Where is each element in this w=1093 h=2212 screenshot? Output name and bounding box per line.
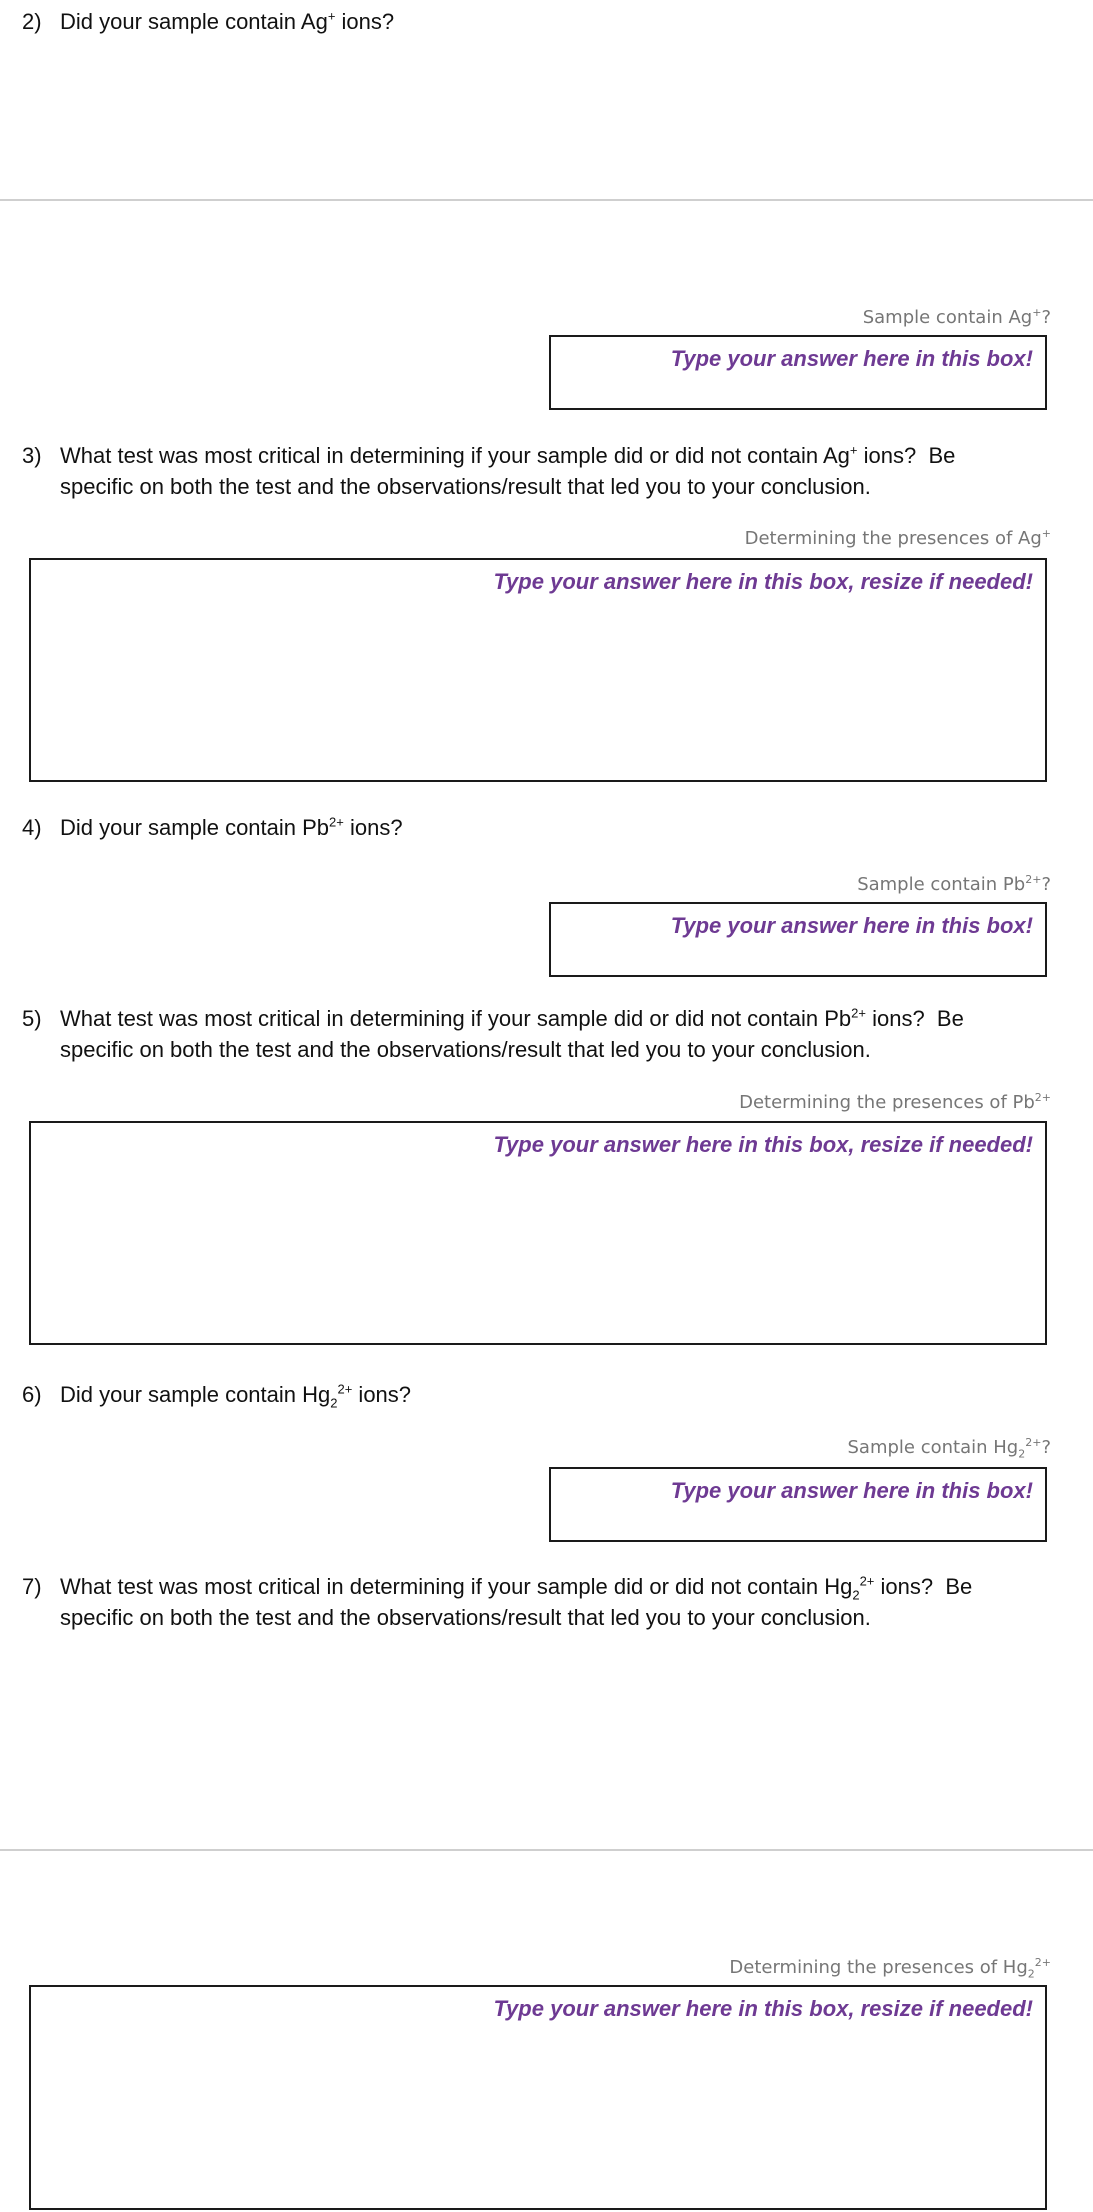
question-2 xyxy=(22,6,1042,37)
answer-placeholder: Type your answer here in this box! xyxy=(670,913,1033,938)
question-text: What test was most critical in determining if your sample did or did not contain Ag+ ions? Be specific on both the test and the observations/result that led you to your conclusion. xyxy=(60,442,956,499)
answer-caption: Sample contain $Pb^{2+}$? xyxy=(857,873,1051,895)
answer-box-hg-test[interactable] xyxy=(29,1985,1047,2210)
page-separator xyxy=(0,199,1093,201)
answer-caption: Sample contain Ag+? xyxy=(862,306,1051,328)
answer-placeholder: Type your answer here in this box, resize if needed! xyxy=(493,1996,1033,2021)
page-separator xyxy=(0,1849,1093,1851)
answer-placeholder: Type your answer here in this box! xyxy=(670,1478,1033,1503)
question-text: Did your sample contain $Pb^{2+}$ ions? xyxy=(60,814,403,840)
question-number: 4) xyxy=(22,815,42,840)
question-number: 6) xyxy=(22,1382,42,1407)
answer-caption: Determining the presences of $Hg_2^{2+}$ xyxy=(729,1956,1051,1981)
question-number: 3) xyxy=(22,443,42,468)
question-text: Did your sample contain $Hg_2^{2+}$ ions? xyxy=(60,1381,412,1411)
answer-box-ag-test[interactable] xyxy=(29,558,1047,782)
question-6 xyxy=(22,1379,1042,1410)
answer-placeholder: Type your answer here in this box! xyxy=(670,346,1033,371)
question-number: 5) xyxy=(22,1006,42,1031)
question-3 xyxy=(22,440,1042,502)
question-text: Did your sample contain Ag+ ions? xyxy=(60,8,395,34)
question-number: 7) xyxy=(22,1574,42,1599)
answer-box-pb-test[interactable] xyxy=(29,1121,1047,1345)
answer-caption: Determining the presences of Ag+ xyxy=(744,527,1051,549)
answer-caption: Determining the presences of $Pb^{2+}$ xyxy=(739,1091,1051,1113)
question-5 xyxy=(22,1003,1042,1065)
answer-placeholder: Type your answer here in this box, resize if needed! xyxy=(493,569,1033,594)
question-number: 2) xyxy=(22,9,42,34)
answer-placeholder: Type your answer here in this box, resize if needed! xyxy=(493,1132,1033,1157)
answer-box-hg-presence[interactable] xyxy=(549,1467,1047,1542)
answer-box-ag-presence[interactable] xyxy=(549,335,1047,410)
question-4 xyxy=(22,812,1042,843)
question-7 xyxy=(22,1571,1042,1633)
answer-caption: Sample contain $Hg_2^{2+}$? xyxy=(847,1436,1051,1461)
question-text: What test was most critical in determining if your sample did or did not contain $Hg_2^{2+}$ ions? Be specific on both the test and the observations/result that led you to your conclusion. xyxy=(60,1573,973,1630)
question-text: What test was most critical in determining if your sample did or did not contain $Pb^{2+}$ ions? Be specific on both the test and the observations/result that led you to your conclusion. xyxy=(60,1005,964,1062)
answer-box-pb-presence[interactable] xyxy=(549,902,1047,977)
